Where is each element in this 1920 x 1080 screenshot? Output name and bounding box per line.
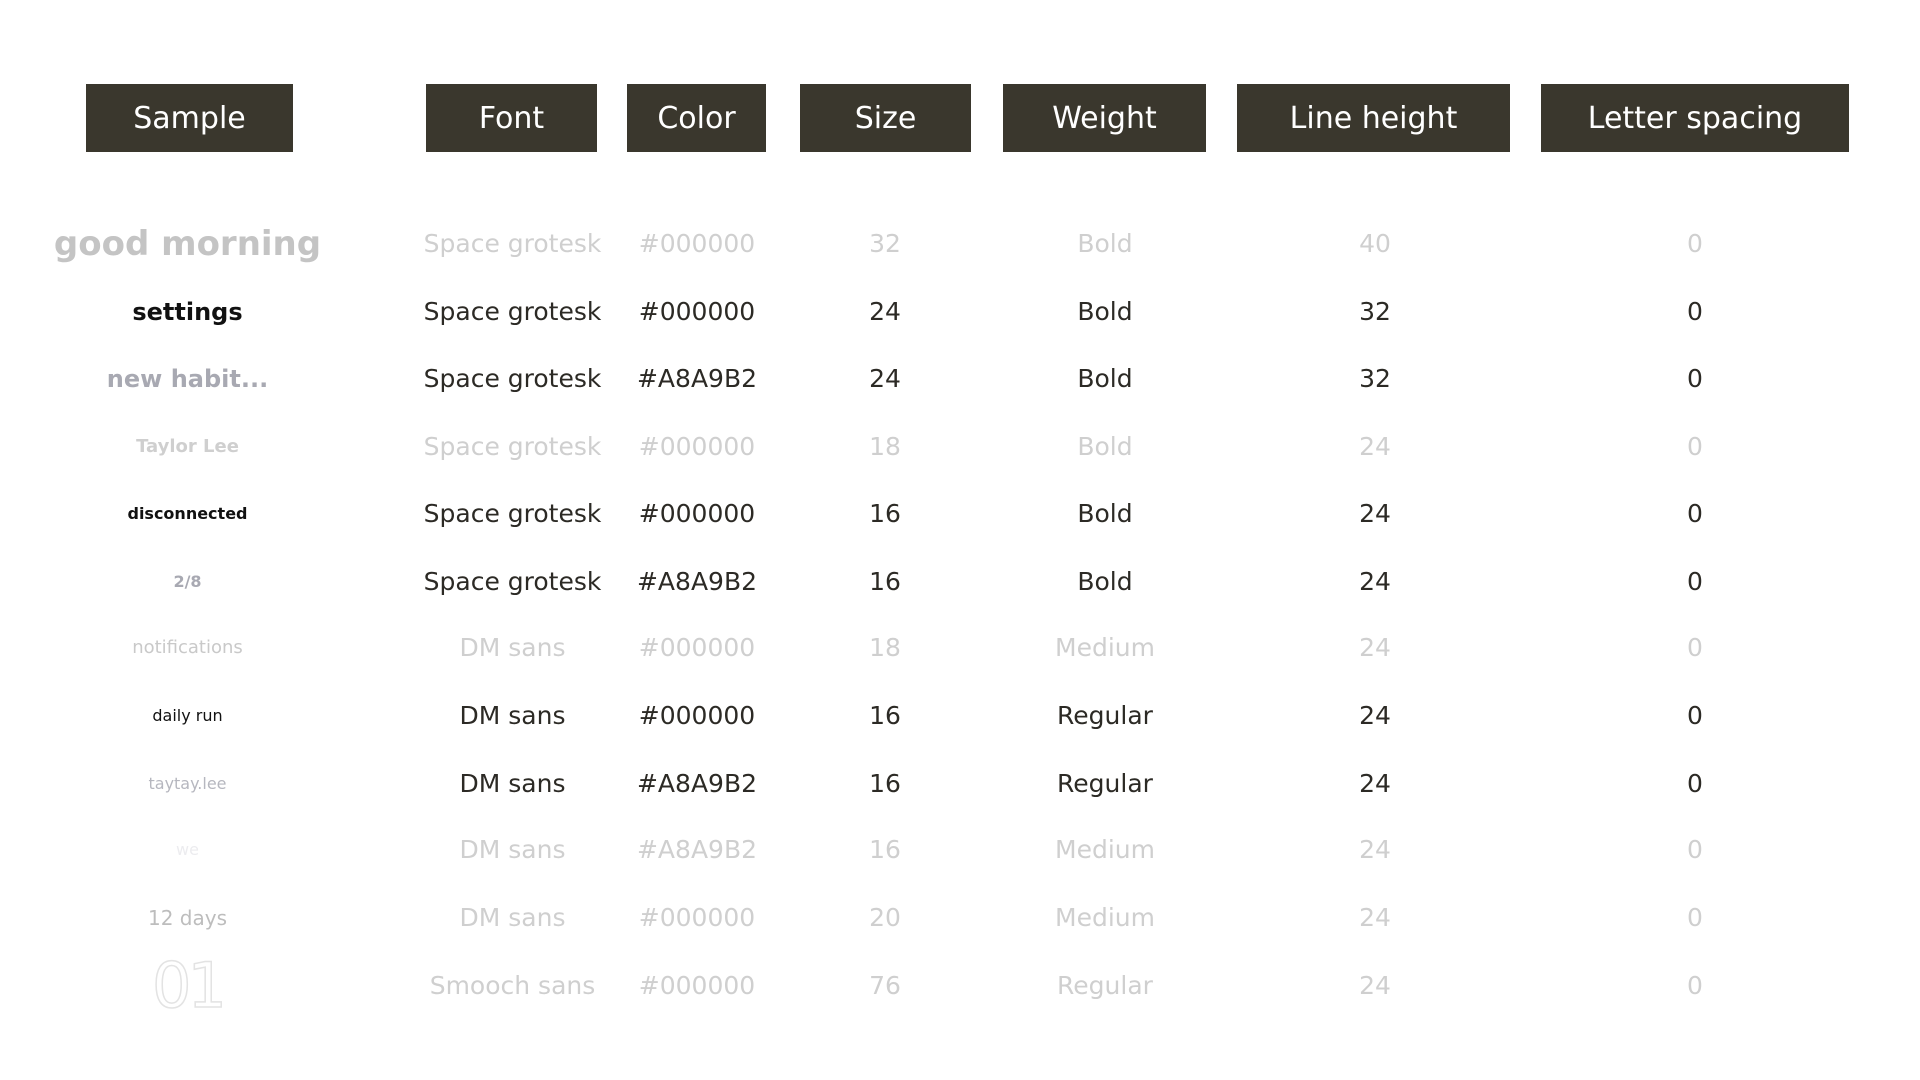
font-value: Space grotesk [423, 364, 602, 393]
color-value: #000000 [638, 971, 756, 1000]
size-value: 18 [869, 633, 901, 662]
letter-spacing-value: 0 [1687, 835, 1703, 864]
font-value: Space grotesk [423, 297, 602, 326]
header-size: Size [800, 84, 971, 152]
size-value: 24 [869, 364, 901, 393]
sample-text: 12 days [147, 906, 227, 930]
size-value: 16 [869, 769, 901, 798]
line-height-value: 32 [1359, 364, 1391, 393]
table-row [0, 624, 1920, 672]
table-row [0, 826, 1920, 874]
table-row [0, 288, 1920, 336]
weight-value: Bold [1077, 567, 1133, 596]
line-height-value: 24 [1359, 903, 1391, 932]
line-height-value: 24 [1359, 701, 1391, 730]
weight-value: Medium [1055, 835, 1155, 864]
color-value: #A8A9B2 [636, 835, 758, 864]
sample-text: disconnected [127, 504, 248, 523]
size-value: 16 [869, 567, 901, 596]
color-value: #A8A9B2 [636, 567, 758, 596]
weight-value: Bold [1077, 364, 1133, 393]
size-value: 16 [869, 701, 901, 730]
size-value: 16 [869, 835, 901, 864]
size-value: 32 [869, 229, 901, 258]
font-value: Space grotesk [423, 499, 602, 528]
sample-text: notifications [132, 637, 243, 658]
letter-spacing-value: 0 [1687, 701, 1703, 730]
sample-text: new habit... [106, 365, 269, 393]
color-value: #000000 [638, 297, 756, 326]
color-value: #000000 [638, 633, 756, 662]
weight-value: Regular [1057, 971, 1153, 1000]
color-value: #000000 [638, 499, 756, 528]
weight-value: Bold [1077, 229, 1133, 258]
line-height-value: 40 [1359, 229, 1391, 258]
letter-spacing-value: 0 [1687, 903, 1703, 932]
line-height-value: 24 [1359, 567, 1391, 596]
font-value: DM sans [459, 701, 566, 730]
size-value: 24 [869, 297, 901, 326]
line-height-value: 32 [1359, 297, 1391, 326]
weight-value: Regular [1057, 769, 1153, 798]
font-value: DM sans [459, 903, 566, 932]
size-value: 76 [869, 971, 901, 1000]
color-value: #A8A9B2 [636, 364, 758, 393]
letter-spacing-value: 0 [1687, 567, 1703, 596]
letter-spacing-value: 0 [1687, 971, 1703, 1000]
line-height-value: 24 [1359, 769, 1391, 798]
font-value: DM sans [459, 769, 566, 798]
letter-spacing-value: 0 [1687, 633, 1703, 662]
header-weight: Weight [1003, 84, 1206, 152]
font-value: DM sans [459, 835, 566, 864]
font-value: Space grotesk [423, 567, 602, 596]
sample-text: good morning [53, 224, 322, 264]
line-height-value: 24 [1359, 971, 1391, 1000]
color-value: #000000 [638, 701, 756, 730]
table-row [0, 220, 1920, 268]
letter-spacing-value: 0 [1687, 499, 1703, 528]
weight-value: Bold [1077, 297, 1133, 326]
sample-text: daily run [152, 706, 223, 725]
header-font: Font [426, 84, 597, 152]
line-height-value: 24 [1359, 432, 1391, 461]
color-value: #000000 [638, 432, 756, 461]
size-value: 20 [869, 903, 901, 932]
font-value: Space grotesk [423, 432, 602, 461]
font-value: Smooch sans [429, 971, 596, 1000]
sample-text: settings [132, 298, 243, 326]
letter-spacing-value: 0 [1687, 297, 1703, 326]
table-row [0, 760, 1920, 808]
letter-spacing-value: 0 [1687, 769, 1703, 798]
table-row [0, 949, 1920, 1022]
table-row [0, 490, 1920, 538]
size-value: 18 [869, 432, 901, 461]
header-line-height: Line height [1237, 84, 1510, 152]
font-value: DM sans [459, 633, 566, 662]
table-row [0, 423, 1920, 471]
table-row [0, 558, 1920, 606]
sample-text: we [176, 840, 199, 859]
line-height-value: 24 [1359, 835, 1391, 864]
letter-spacing-value: 0 [1687, 364, 1703, 393]
header-color: Color [627, 84, 766, 152]
sample-text: 01 [152, 949, 223, 1022]
weight-value: Bold [1077, 499, 1133, 528]
weight-value: Bold [1077, 432, 1133, 461]
sample-text: Taylor Lee [136, 436, 239, 457]
header-sample: Sample [86, 84, 293, 152]
line-height-value: 24 [1359, 499, 1391, 528]
weight-value: Regular [1057, 701, 1153, 730]
line-height-value: 24 [1359, 633, 1391, 662]
font-value: Space grotesk [423, 229, 602, 258]
letter-spacing-value: 0 [1687, 229, 1703, 258]
sample-text: 2/8 [173, 572, 202, 591]
weight-value: Medium [1055, 903, 1155, 932]
table-row [0, 692, 1920, 740]
header-letter-spacing: Letter spacing [1541, 84, 1849, 152]
color-value: #A8A9B2 [636, 769, 758, 798]
color-value: #000000 [638, 903, 756, 932]
sample-text: taytay.lee [148, 774, 227, 793]
table-row [0, 355, 1920, 403]
letter-spacing-value: 0 [1687, 432, 1703, 461]
size-value: 16 [869, 499, 901, 528]
table-row [0, 894, 1920, 942]
color-value: #000000 [638, 229, 756, 258]
weight-value: Medium [1055, 633, 1155, 662]
